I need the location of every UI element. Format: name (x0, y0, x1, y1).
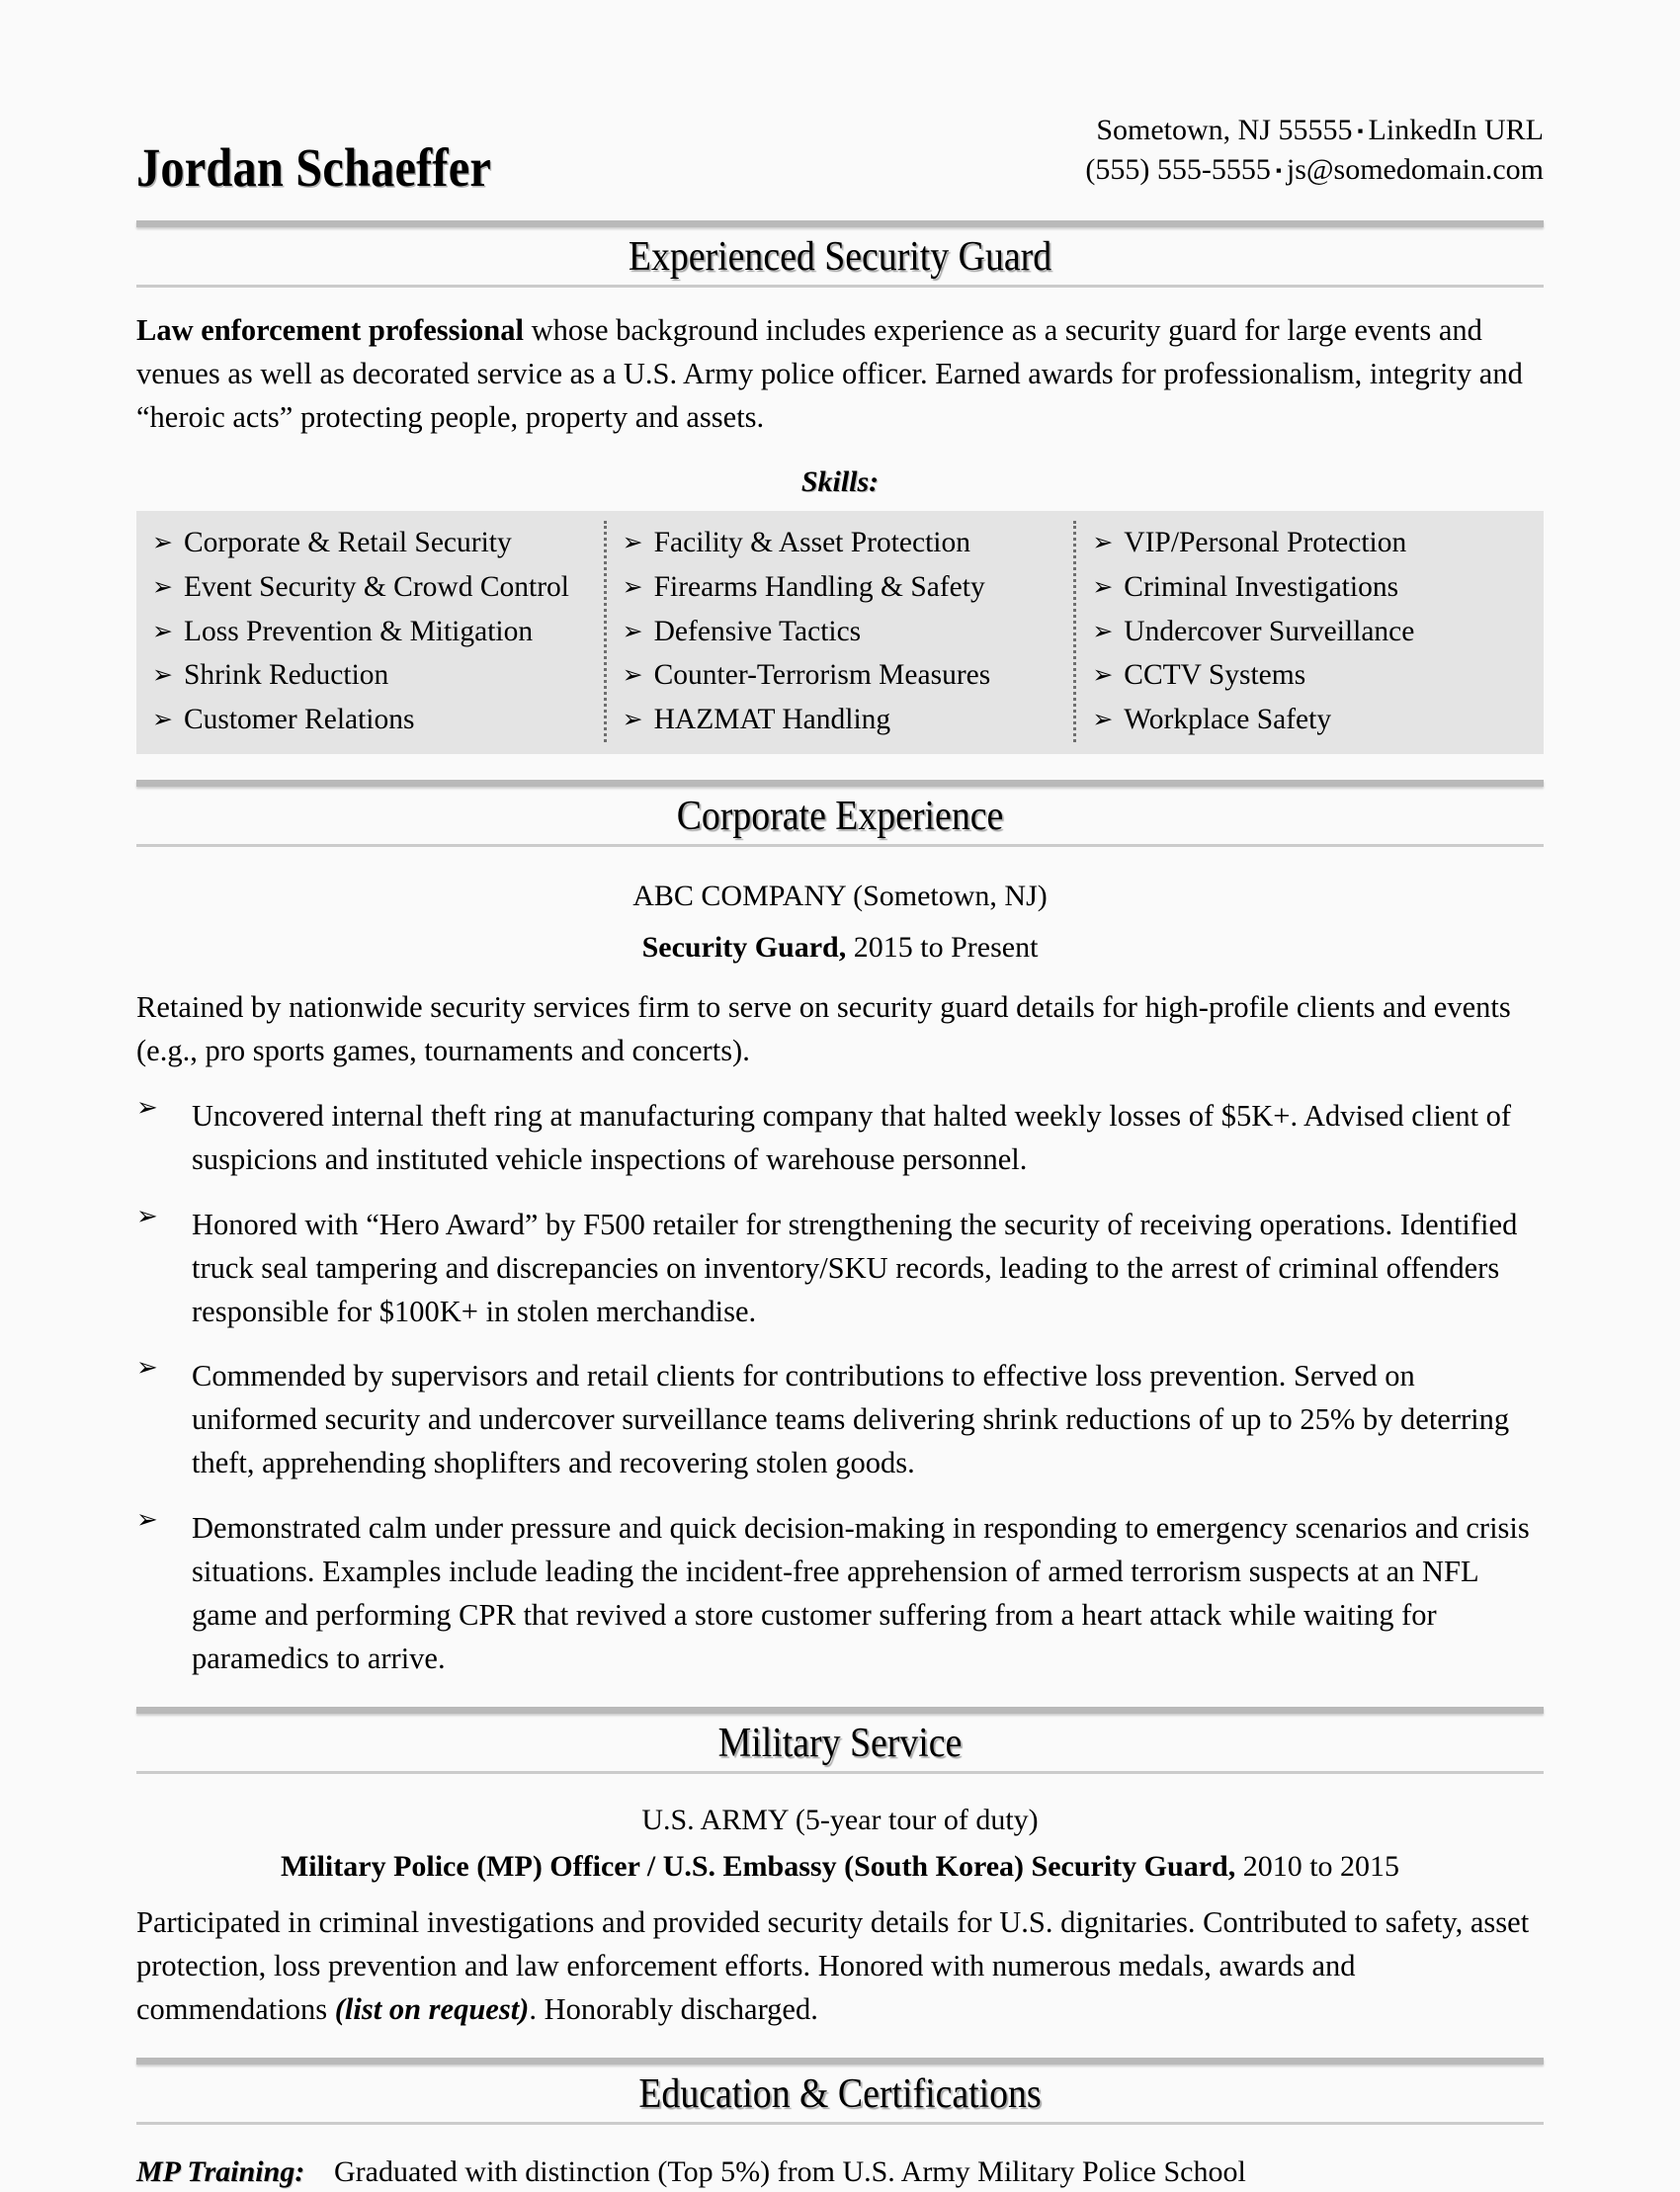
arrow-bullet-icon: ➢ (622, 660, 643, 690)
arrow-bullet-icon: ➢ (152, 527, 173, 556)
skill-label: HAZMAT Handling (653, 704, 891, 736)
arrow-bullet-icon: ➢ (1092, 705, 1114, 734)
skill-label: Customer Relations (183, 704, 415, 736)
military-organization: U.S. ARMY (5-year tour of duty) (641, 1803, 1039, 1836)
section-rule-thick (136, 780, 1544, 787)
arrow-bullet-icon: ➢ (622, 705, 643, 734)
employer-name: ABC COMPANY (Sometown, NJ) (632, 880, 1048, 913)
job-intro: Retained by nationwide security services firm to serve on security guard details for high-profile clients and events (e.g., pro sports games, tournaments and concerts). (136, 990, 1511, 1068)
contact-phone: (555) 555-5555 (1085, 152, 1271, 186)
contact-info (1085, 111, 1544, 195)
section-title-education: Education & Certifications (638, 2070, 1042, 2117)
arrow-bullet-icon: ➢ (1092, 527, 1114, 556)
skill-label: Loss Prevention & Mitigation (183, 615, 534, 647)
arrow-bullet-icon: ➢ (1092, 660, 1114, 690)
job-bullet-text: Uncovered internal theft ring at manufacturing company that halted weekly losses of $5K+. Advised client of suspicions and instituted vehicle inspections of warehouse personnel. (192, 1098, 1512, 1176)
skill-item (152, 653, 600, 698)
education-label: MP Training: (136, 2154, 305, 2188)
skill-item (1092, 565, 1540, 610)
skill-label: Facility & Asset Protection (653, 526, 971, 558)
job-bullet-text: Commended by supervisors and retail clients for contributions to effective loss prevention. Served on uniformed security and undercover surveillance teams delivering shrink reductions of up to 25% by deterring theft, apprehending shoplifters and recovering stolen goods. (192, 1359, 1510, 1480)
skill-item (623, 653, 1070, 698)
skill-label: Firearms Handling & Safety (653, 570, 985, 603)
military-role-line (136, 1850, 1544, 1884)
arrow-bullet-icon: ➢ (622, 571, 643, 601)
section-rule-thin (136, 285, 1544, 288)
skill-label: Workplace Safety (1124, 704, 1332, 736)
skills-table (136, 511, 1544, 754)
separator-square-icon: ▪ (1357, 122, 1364, 140)
skill-label: VIP/Personal Protection (1124, 526, 1407, 558)
job-bullet (136, 1507, 1544, 1681)
job-bullet (136, 1092, 1544, 1182)
resume-header (136, 0, 1544, 199)
job-title-line (136, 928, 1544, 967)
section-rule-thin (136, 844, 1544, 847)
military-dates: 2010 to 2015 (1235, 1849, 1400, 1883)
skill-item (1092, 653, 1540, 698)
military-role: Military Police (MP) Officer / U.S. Embassy (South Korea) Security Guard, (280, 1849, 1236, 1883)
arrow-bullet-icon: ➢ (1092, 616, 1114, 645)
skill-item (152, 610, 600, 654)
summary-rest: whose background includes experience as a security guard for large events and venues as well as decorated service as a U.S. Army police officer. Earned awards for professionalism, integrity and “heroic acts” protecting people, property and assets. (136, 313, 1523, 435)
military-description-part-1: Participated in criminal investigations and provided security details for U.S. dignitaries. Contributed to safety, asset protection, loss prevention and law enforcement efforts. Honored with numerous medals, awards and commendations (136, 1904, 1530, 2026)
military-description-note: (list on request) (334, 1991, 530, 2026)
skill-label: Shrink Reduction (183, 659, 389, 692)
skill-label: Counter-Terrorism Measures (653, 659, 991, 692)
arrow-bullet-icon: ➢ (152, 705, 173, 734)
skill-item (1092, 610, 1540, 654)
skill-item (152, 698, 600, 742)
section-rule-thick (136, 1707, 1544, 1714)
military-description-part-2: . Honorably discharged. (529, 1991, 818, 2026)
job-title: Security Guard, (641, 931, 847, 965)
section-title-corporate-experience: Corporate Experience (676, 794, 1004, 840)
job-bullet (136, 1201, 1544, 1334)
skill-item (1092, 698, 1540, 742)
skill-label: CCTV Systems (1124, 659, 1306, 692)
contact-line-2 (1085, 150, 1544, 190)
skill-item (623, 610, 1070, 654)
job-bullet (136, 1355, 1544, 1485)
skill-item (623, 698, 1070, 742)
arrow-bullet-icon: ➢ (136, 1353, 158, 1384)
section-rule-thin (136, 2122, 1544, 2125)
skill-item (152, 565, 600, 610)
job-bullet-text: Demonstrated calm under pressure and quick decision-making in responding to emergency scenarios and crisis situations. Examples include leading the incident-free apprehension of armed terrorism suspects at an NFL game and performing CPR that revived a store customer suffering from a heart attack while waiting for paramedics to arrive. (192, 1511, 1530, 1675)
arrow-bullet-icon: ➢ (152, 660, 173, 690)
separator-square-icon: ▪ (1275, 160, 1282, 180)
section-rule-thin (136, 1771, 1544, 1774)
section-rule-thick (136, 220, 1544, 227)
headline-title: Experienced Security Guard (628, 234, 1052, 281)
arrow-bullet-icon: ➢ (136, 1092, 158, 1123)
skills-column-2 (604, 521, 1074, 742)
arrow-bullet-icon: ➢ (136, 1505, 158, 1536)
skill-label: Criminal Investigations (1124, 570, 1399, 603)
section-rule-thick (136, 2058, 1544, 2065)
contact-location: Sometown, NJ 55555 (1096, 114, 1353, 146)
arrow-bullet-icon: ➢ (152, 616, 173, 645)
job-dates: 2015 to Present (846, 931, 1039, 965)
professional-summary (136, 309, 1544, 440)
arrow-bullet-icon: ➢ (622, 527, 643, 556)
skill-label: Undercover Surveillance (1124, 615, 1415, 647)
contact-line-1 (1085, 111, 1544, 150)
skill-label: Corporate & Retail Security (183, 526, 512, 558)
arrow-bullet-icon: ➢ (1092, 571, 1114, 601)
job-bullets (136, 1092, 1544, 1681)
contact-email[interactable]: js@somedomain.com (1286, 152, 1544, 186)
skills-label: Skills: (800, 464, 880, 498)
military-description (136, 1901, 1544, 2032)
candidate-name: Jordan Schaeffer (136, 137, 492, 199)
summary-lead: Law enforcement professional (136, 313, 524, 348)
skill-label: Defensive Tactics (653, 615, 862, 647)
skill-item (623, 521, 1070, 565)
skill-item (1092, 521, 1540, 565)
skill-label: Event Security & Crowd Control (183, 570, 569, 603)
arrow-bullet-icon: ➢ (136, 1201, 158, 1231)
skills-column-3 (1073, 521, 1544, 742)
education-row (136, 2152, 1544, 2192)
skill-item (623, 565, 1070, 610)
skill-item (152, 521, 600, 565)
skills-column-1 (136, 521, 604, 742)
job-bullet-text: Honored with “Hero Award” by F500 retailer for strengthening the security of receiving operations. Identified truck seal tampering and discrepancies on inventory/SKU records, leading to the arrest of criminal offenders responsible for $100K+ in stolen merchandise. (192, 1207, 1518, 1328)
contact-linkedin[interactable]: LinkedIn URL (1368, 114, 1544, 146)
arrow-bullet-icon: ➢ (152, 571, 173, 601)
section-title-military-service: Military Service (717, 1720, 963, 1766)
arrow-bullet-icon: ➢ (622, 616, 643, 645)
education-value: Graduated with distinction (Top 5%) from U.S. Army Military Police School (334, 2154, 1246, 2188)
